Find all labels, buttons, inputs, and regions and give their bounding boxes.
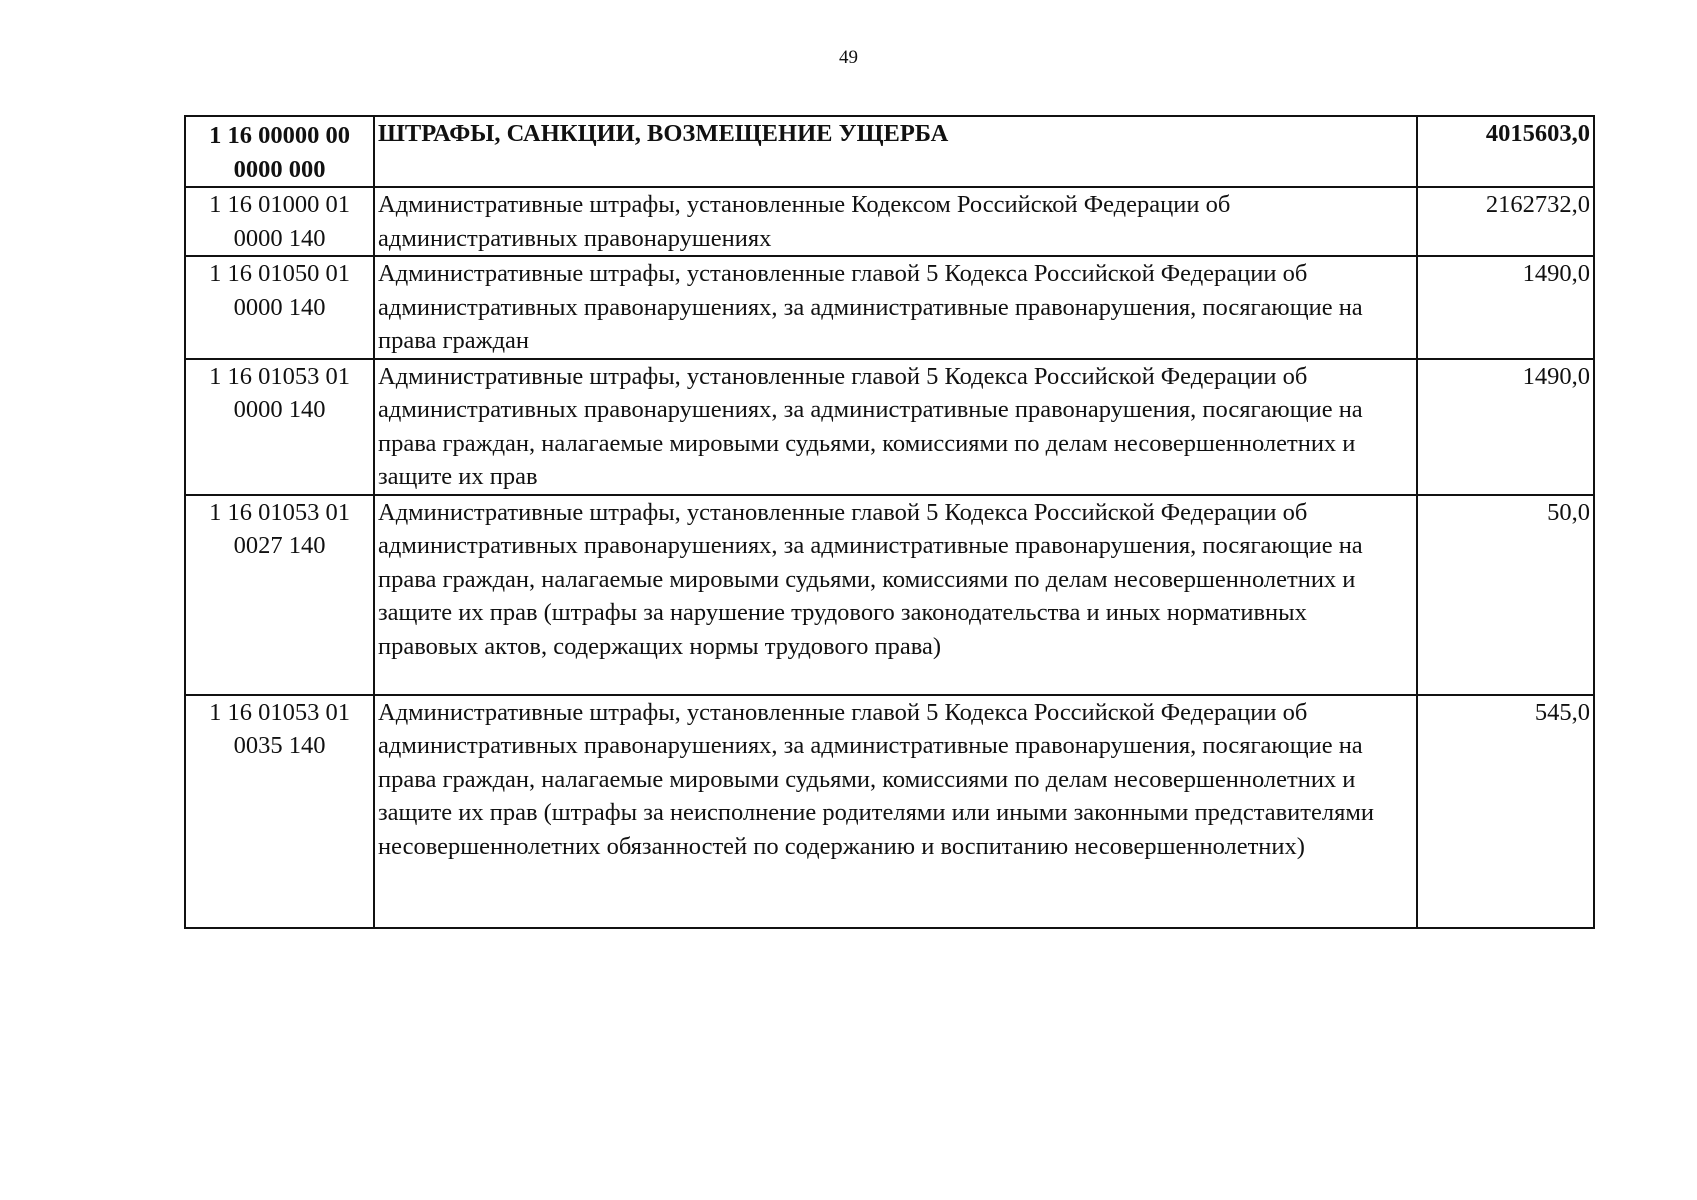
budget-code-cell xyxy=(185,187,374,256)
budget-code-line: 0000 000 xyxy=(233,155,326,183)
amount-cell: 2162732,0 xyxy=(1417,187,1594,256)
revenue-name-cell: Административные штрафы, установленные главой 5 Кодекса Российской Федерации об административных правонарушениях, за административные правонарушения, посягающие на права граждан, налагаемые мировыми судьями, комиссиями по делам несовершеннолетних и защите их прав xyxy=(374,359,1417,495)
amount-cell: 50,0 xyxy=(1417,495,1594,695)
budget-code-line: 0000 140 xyxy=(233,293,326,321)
budget-code-line: 1 16 01053 01 xyxy=(209,698,350,726)
amount-cell: 1490,0 xyxy=(1417,256,1594,359)
table-row xyxy=(185,495,1594,695)
budget-code-line: 1 16 01050 01 xyxy=(209,260,350,287)
budget-code-line: 1 16 01053 01 xyxy=(209,362,350,390)
budget-code-cell xyxy=(185,256,374,359)
table-row xyxy=(185,695,1594,928)
budget-code-cell xyxy=(185,359,374,495)
revenue-name-cell: Административные штрафы, установленные главой 5 Кодекса Российской Федерации об административных правонарушениях, за административные правонарушения, посягающие на права граждан xyxy=(374,256,1417,359)
budget-code-line: 1 16 00000 00 xyxy=(209,122,350,149)
revenue-name-cell: Административные штрафы, установленные главой 5 Кодекса Российской Федерации об административных правонарушениях, за административные правонарушения, посягающие на права граждан, налагаемые мировыми судьями, комиссиями по делам несовершеннолетних и защите их прав (штрафы за неисполнение родителями или иными законными представителями несовершеннолетних обязанностей по содержанию и воспитанию несовершеннолетних) xyxy=(374,695,1417,928)
amount-cell: 1490,0 xyxy=(1417,359,1594,495)
table-row xyxy=(185,116,1594,187)
budget-code-cell xyxy=(185,116,374,187)
table-row xyxy=(185,359,1594,495)
budget-code-line: 0000 140 xyxy=(233,396,326,423)
budget-code-line: 0027 140 xyxy=(233,532,326,559)
budget-revenue-table xyxy=(184,115,1595,929)
budget-code-line: 0000 140 xyxy=(233,224,326,252)
budget-code-cell xyxy=(185,495,374,695)
revenue-name-cell: Административные штрафы, установленные главой 5 Кодекса Российской Федерации об административных правонарушениях, за административные правонарушения, посягающие на права граждан, налагаемые мировыми судьями, комиссиями по делам несовершеннолетних и защите их прав (штрафы за нарушение трудового законодательства и иных нормативных правовых актов, содержащих нормы трудового права) xyxy=(374,495,1417,695)
amount-cell: 545,0 xyxy=(1417,695,1594,928)
budget-code-cell xyxy=(185,695,374,928)
revenue-name-cell: Административные штрафы, установленные Кодексом Российской Федерации об административных правонарушениях xyxy=(374,187,1417,256)
budget-code-line: 1 16 01053 01 xyxy=(209,498,350,526)
table-row xyxy=(185,187,1594,256)
budget-code-line: 0035 140 xyxy=(233,732,326,759)
table-row xyxy=(185,256,1594,359)
page-number: 49 xyxy=(839,47,858,68)
budget-code-line: 1 16 01000 01 xyxy=(209,191,350,218)
revenue-name-cell: ШТРАФЫ, САНКЦИИ, ВОЗМЕЩЕНИЕ УЩЕРБА xyxy=(374,116,1417,187)
amount-cell: 4015603,0 xyxy=(1417,116,1594,187)
